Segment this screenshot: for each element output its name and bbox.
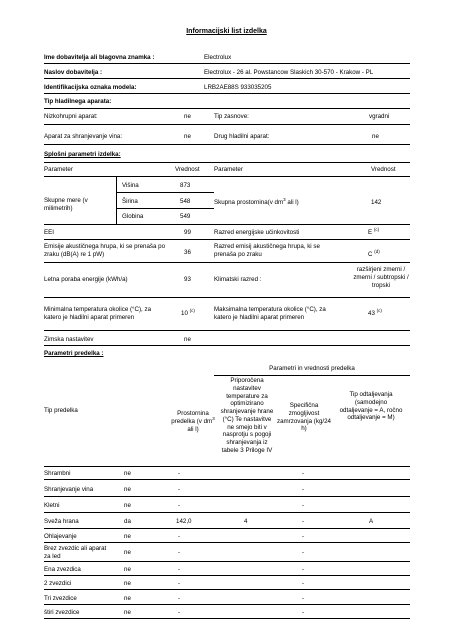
winter-value: ne [184, 336, 191, 343]
divider [44, 78, 410, 79]
model-label: Identifikacijska oznaka modela: [44, 84, 137, 91]
divider [44, 496, 410, 497]
row-temp: 4 [244, 518, 248, 525]
divider [44, 528, 410, 529]
col-compartment-volume: Prostornina predelka (v $dm^3$ ali l) [171, 410, 215, 433]
row-present: ne [124, 609, 131, 616]
supplier-address-value: Electrolux - 26 al. Powstancow Slaskich 30-570 - Krakow - PL [204, 69, 374, 76]
winter-label: Zimska nastavitev [44, 336, 94, 343]
volume-value: 142 [371, 199, 382, 206]
row-freeze: - [302, 470, 305, 477]
energy-label: Letna poraba energije (kWh/a) [44, 276, 128, 283]
col-parameter: Parameter [44, 166, 73, 173]
design-value: vgradni [369, 113, 390, 120]
divider [214, 375, 410, 376]
row-present: ne [124, 470, 131, 477]
min-temp-label: Minimalna temperatura okolice (°C), za katero je hladilni aparat primeren [44, 306, 152, 321]
divider [44, 262, 410, 263]
row-name: Ena zvezdica [44, 566, 81, 573]
divider [44, 512, 410, 513]
row-name: Tri zvezdice [44, 595, 77, 602]
design-label: Tip zasnove: [214, 113, 249, 120]
divider [44, 93, 410, 94]
depth-label: Globina [122, 213, 144, 220]
general-heading: Splošni parametri izdelka: [44, 151, 121, 158]
row-freeze: - [302, 566, 305, 573]
row-freeze: - [302, 533, 305, 540]
noise-value: 36 [184, 249, 191, 256]
divider [44, 589, 410, 590]
divider [44, 618, 410, 619]
row-present: ne [124, 595, 131, 602]
divider [116, 208, 214, 209]
col-value-2: Vrednost [371, 166, 396, 173]
divider [44, 479, 410, 480]
ee-class-label: Razred energijske učinkovitosti [214, 229, 300, 236]
divider [44, 63, 410, 64]
width-label: Širina [122, 198, 138, 205]
row-name: 2 zvezdici [44, 580, 72, 587]
other-label: Drug hladilni aparat: [214, 133, 270, 140]
min-temp-value: 10 $^{(c)}$ [181, 307, 195, 317]
divider [44, 144, 410, 145]
row-volume: - [178, 533, 181, 540]
depth-value: 549 [180, 213, 191, 220]
row-name: Sveža hrana [44, 518, 79, 525]
row-volume: - [178, 609, 181, 616]
row-present: ne [124, 502, 131, 509]
row-freeze: - [302, 609, 305, 616]
supplier-name-label: Ime dobavitelja ali blagovna znamka : [44, 54, 155, 61]
eei-label: EEI [44, 229, 54, 236]
compartments-group-header: Parametri in vrednosti predelka [269, 365, 355, 372]
row-volume: - [178, 595, 181, 602]
divider [44, 108, 410, 109]
row-present: ne [124, 566, 131, 573]
divider [116, 176, 117, 224]
volume-label: Skupna prostornina(v $dm^3$ ali l) [214, 196, 299, 206]
row-present: ne [124, 533, 131, 540]
row-name: Shrambni [44, 470, 71, 477]
divider [44, 542, 410, 543]
row-freeze: - [302, 580, 305, 587]
col-compartment-type: Tip predelka [44, 407, 78, 414]
energy-value: 93 [184, 276, 191, 283]
noise-label: Emisije akustičnega hrupa, ki se prenaša po zraku (dB(A) re 1 pW) [44, 243, 166, 258]
divider [44, 604, 410, 605]
page-title: Informacijski list izdelka [186, 28, 267, 35]
row-volume: - [178, 486, 181, 493]
row-name: štiri zvezdice [44, 609, 80, 616]
noise-class-label: Razred emisij akustičnega hrupa, ki se prenaša po zraku [214, 243, 320, 258]
row-freeze: - [302, 595, 305, 602]
row-volume: - [178, 549, 181, 556]
row-present: ne [124, 580, 131, 587]
low-noise-label: Nizkohrupni aparat: [44, 113, 98, 120]
height-value: 873 [180, 182, 191, 189]
divider [44, 345, 410, 346]
supplier-name-value: Electrolux [204, 54, 232, 61]
divider [44, 561, 410, 562]
row-volume: - [178, 502, 181, 509]
row-volume: - [178, 470, 181, 477]
climate-value: razširjeni zmerni / zmerni / subtropski / tropski [353, 266, 409, 289]
divider [44, 575, 410, 576]
row-name: Ohlajevanje [44, 533, 77, 540]
width-value: 548 [180, 198, 191, 205]
col-value: Vrednost [175, 166, 200, 173]
height-label: Višina [122, 182, 139, 189]
row-freeze: - [302, 518, 305, 525]
row-present: da [124, 518, 131, 525]
divider [44, 176, 410, 177]
wine-value: ne [184, 133, 191, 140]
row-volume: - [178, 580, 181, 587]
divider [116, 192, 214, 193]
col-freezing-capacity: Specifična zmogljivost zamrzovanja (kg/24 h) [277, 402, 331, 433]
divider [44, 124, 410, 125]
max-temp-label: Maksimalna temperatura okolice (°C), za katero je hladilni aparat primeren [214, 306, 326, 321]
wine-label: Aparat za shranjevanje vina: [44, 133, 123, 140]
row-name: Shranjevanje vina [44, 486, 94, 493]
divider [44, 330, 410, 331]
col-recommended-temp: Priporočena nastavitev temperature za optimizirano shranjevanje hrane (°C) Te nastavitve ne smejo biti v nasprotju s pogoji shranjevanja iz tabele 3 Priloge IV [220, 377, 274, 454]
col-parameter-2: Parameter [214, 166, 243, 173]
row-volume: 142,0 [176, 518, 192, 525]
noise-class-value: C $^{(d)}$ [368, 248, 380, 258]
divider [44, 466, 410, 467]
row-defrost: A [369, 518, 374, 525]
model-value: LRB2AE88S 933035205 [204, 84, 272, 91]
row-name: Kletni [44, 502, 60, 509]
divider [44, 297, 410, 298]
max-temp-value: 43 $^{(c)}$ [368, 307, 382, 317]
row-name: Brez zvezdic ali aparat za led [44, 545, 107, 560]
ee-class-value: E $^{(c)}$ [368, 226, 380, 236]
eei-value: 99 [184, 229, 191, 236]
row-freeze: - [302, 549, 305, 556]
low-noise-value: ne [184, 113, 191, 120]
divider [44, 224, 410, 225]
row-present: ne [124, 549, 131, 556]
compartments-heading: Parametri predelka : [44, 350, 104, 357]
col-defrost-type: Tip odtaljevanja (samodejno odtaljevanje = A, ročno odtaljevanje = M) [339, 391, 403, 422]
dims-label: Skupne mere (v milimetrih) [44, 197, 88, 212]
row-volume: - [178, 566, 181, 573]
divider [44, 162, 410, 163]
other-value: ne [372, 133, 379, 140]
climate-label: Klimatski razred : [214, 276, 262, 283]
supplier-address-label: Naslov dobavitelja : [44, 69, 103, 76]
row-freeze: - [302, 502, 305, 509]
row-freeze: - [302, 486, 305, 493]
row-present: ne [124, 486, 131, 493]
appliance-type-heading: Tip hladilnega aparata: [44, 98, 112, 105]
divider [44, 239, 410, 240]
